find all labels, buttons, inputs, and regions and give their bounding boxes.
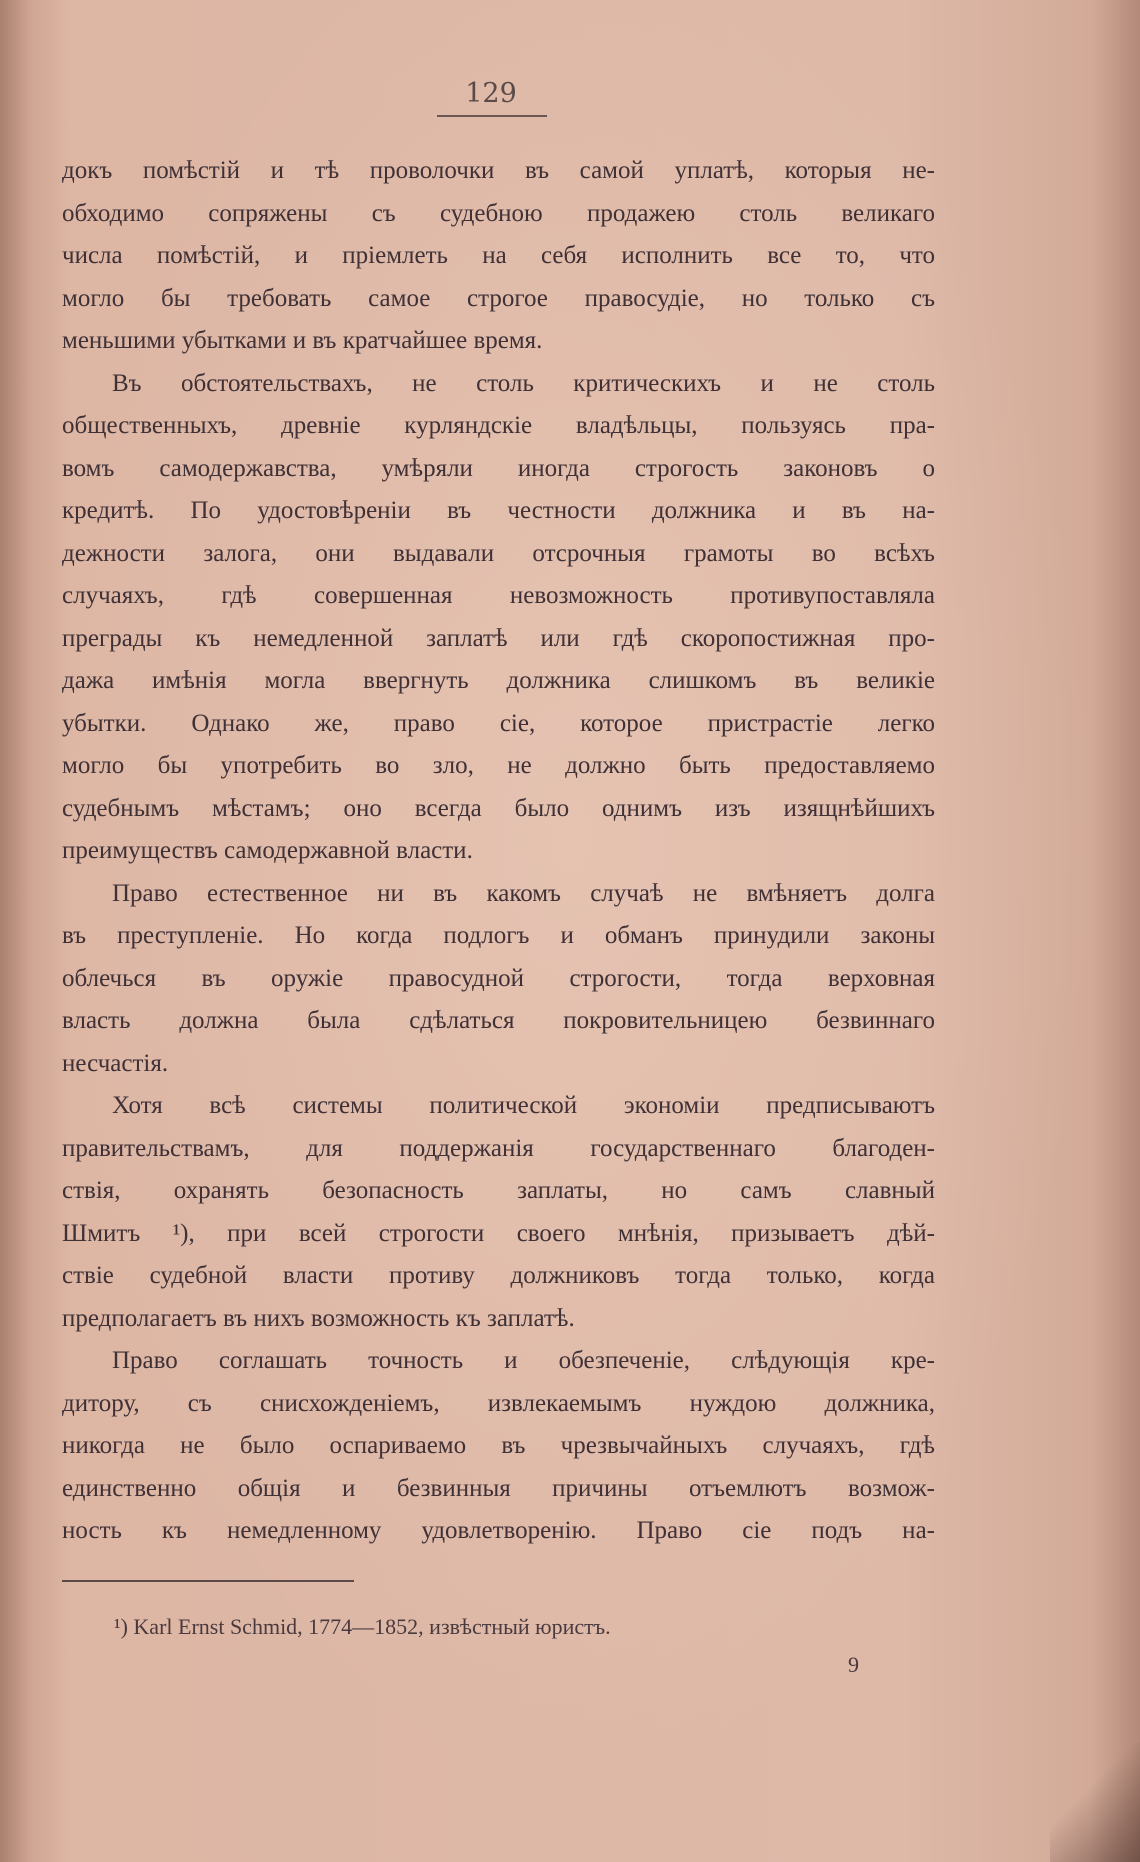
footnote: ¹) Karl Ernst Schmid, 1774—1852, извѣстный юристъ. — [114, 1614, 611, 1639]
text-line: преграды къ немедленной заплатѣ или гдѣ скоропостижная про- — [62, 624, 935, 652]
signature-mark: 9 — [848, 1652, 859, 1677]
text-line: могло бы употребить во зло, не должно быть предоставляемо — [62, 752, 935, 779]
text-line: докъ помѣстій и тѣ проволочки въ самой уплатѣ, которыя не- — [62, 157, 935, 184]
text-line: никогда не было оспариваемо въ чрезвычайныхъ случаяхъ, гдѣ — [62, 1432, 935, 1459]
text-line: Право естественное ни въ какомъ случаѣ не вмѣняетъ долга — [112, 879, 935, 907]
text-line: случаяхъ, гдѣ совершенная невозможность противупоставляла — [62, 582, 935, 609]
text-line: власть должна была сдѣлаться покровительницею безвиннаго — [62, 1007, 935, 1034]
text-line: Въ обстоятельствахъ, не столь критическихъ и не столь — [112, 369, 935, 397]
text-line: ность къ немедленному удовлетворенію. Право сіе подъ на- — [62, 1517, 935, 1544]
text-line: убытки. Однако же, право сіе, которое пристрастіе легко — [62, 709, 935, 737]
text-line: числа помѣстій, и пріемлеть на себя исполнить все то, что — [62, 242, 935, 269]
text-line: судебнымъ мѣстамъ; оно всегда было однимъ изъ изящнѣйшихъ — [62, 794, 935, 822]
text-line: дежности залога, они выдавали отсрочныя грамоты во всѣхъ — [62, 539, 935, 567]
text-line: правительствамъ, для поддержанія государственнаго благоден- — [62, 1134, 935, 1162]
header-rule — [437, 115, 547, 117]
text-line: вомъ самодержавства, умѣряли иногда строгость законовъ о — [62, 454, 935, 482]
page-number: 129 — [465, 78, 517, 109]
body-text — [62, 150, 935, 1553]
footnote-rule — [62, 1580, 354, 1582]
text-line: обходимо сопряжены съ судебною продажею столь великаго — [62, 199, 935, 227]
text-line: преимуществъ самодержавной власти. — [62, 837, 473, 864]
text-line: дажа имѣнія могла ввергнуть должника слишкомъ въ великіе — [62, 667, 935, 694]
text-line: ствіе судебной власти противу должниковъ тогда только, когда — [62, 1262, 935, 1289]
text-line: меньшими убытками и въ кратчайшее время. — [62, 327, 543, 354]
text-line: кредитѣ. По удостовѣреніи въ честности должника и въ на- — [62, 497, 935, 524]
text-line: дитору, съ снисхожденіемъ, извлекаемымъ нуждою должника, — [62, 1389, 935, 1417]
text-line: единственно общія и безвинныя причины отъемлютъ возмож- — [62, 1474, 935, 1502]
text-line: Хотя всѣ системы политической экономіи предписываютъ — [112, 1092, 935, 1119]
text-line: общественныхъ, древніе курляндскіе владѣльцы, пользуясь пра- — [62, 412, 935, 439]
text-line: Право соглашать точность и обезпеченіе, слѣдующія кре- — [112, 1347, 935, 1374]
text-line: въ преступленіе. Но когда подлогъ и обманъ принудили законы — [62, 922, 935, 949]
text-line: Шмитъ ¹), при всей строгости своего мнѣнія, призываетъ дѣй- — [62, 1219, 935, 1247]
text-line: ствія, охранять безопасность заплаты, но самъ славный — [62, 1177, 935, 1204]
text-line: могло бы требовать самое строгое правосудіе, но только съ — [62, 284, 935, 312]
text-line: несчастія. — [62, 1049, 169, 1077]
text-line: облечься въ оружіе правосудной строгости, тогда верховная — [62, 964, 935, 992]
text-line: предполагаетъ въ нихъ возможность къ заплатѣ. — [62, 1304, 575, 1332]
